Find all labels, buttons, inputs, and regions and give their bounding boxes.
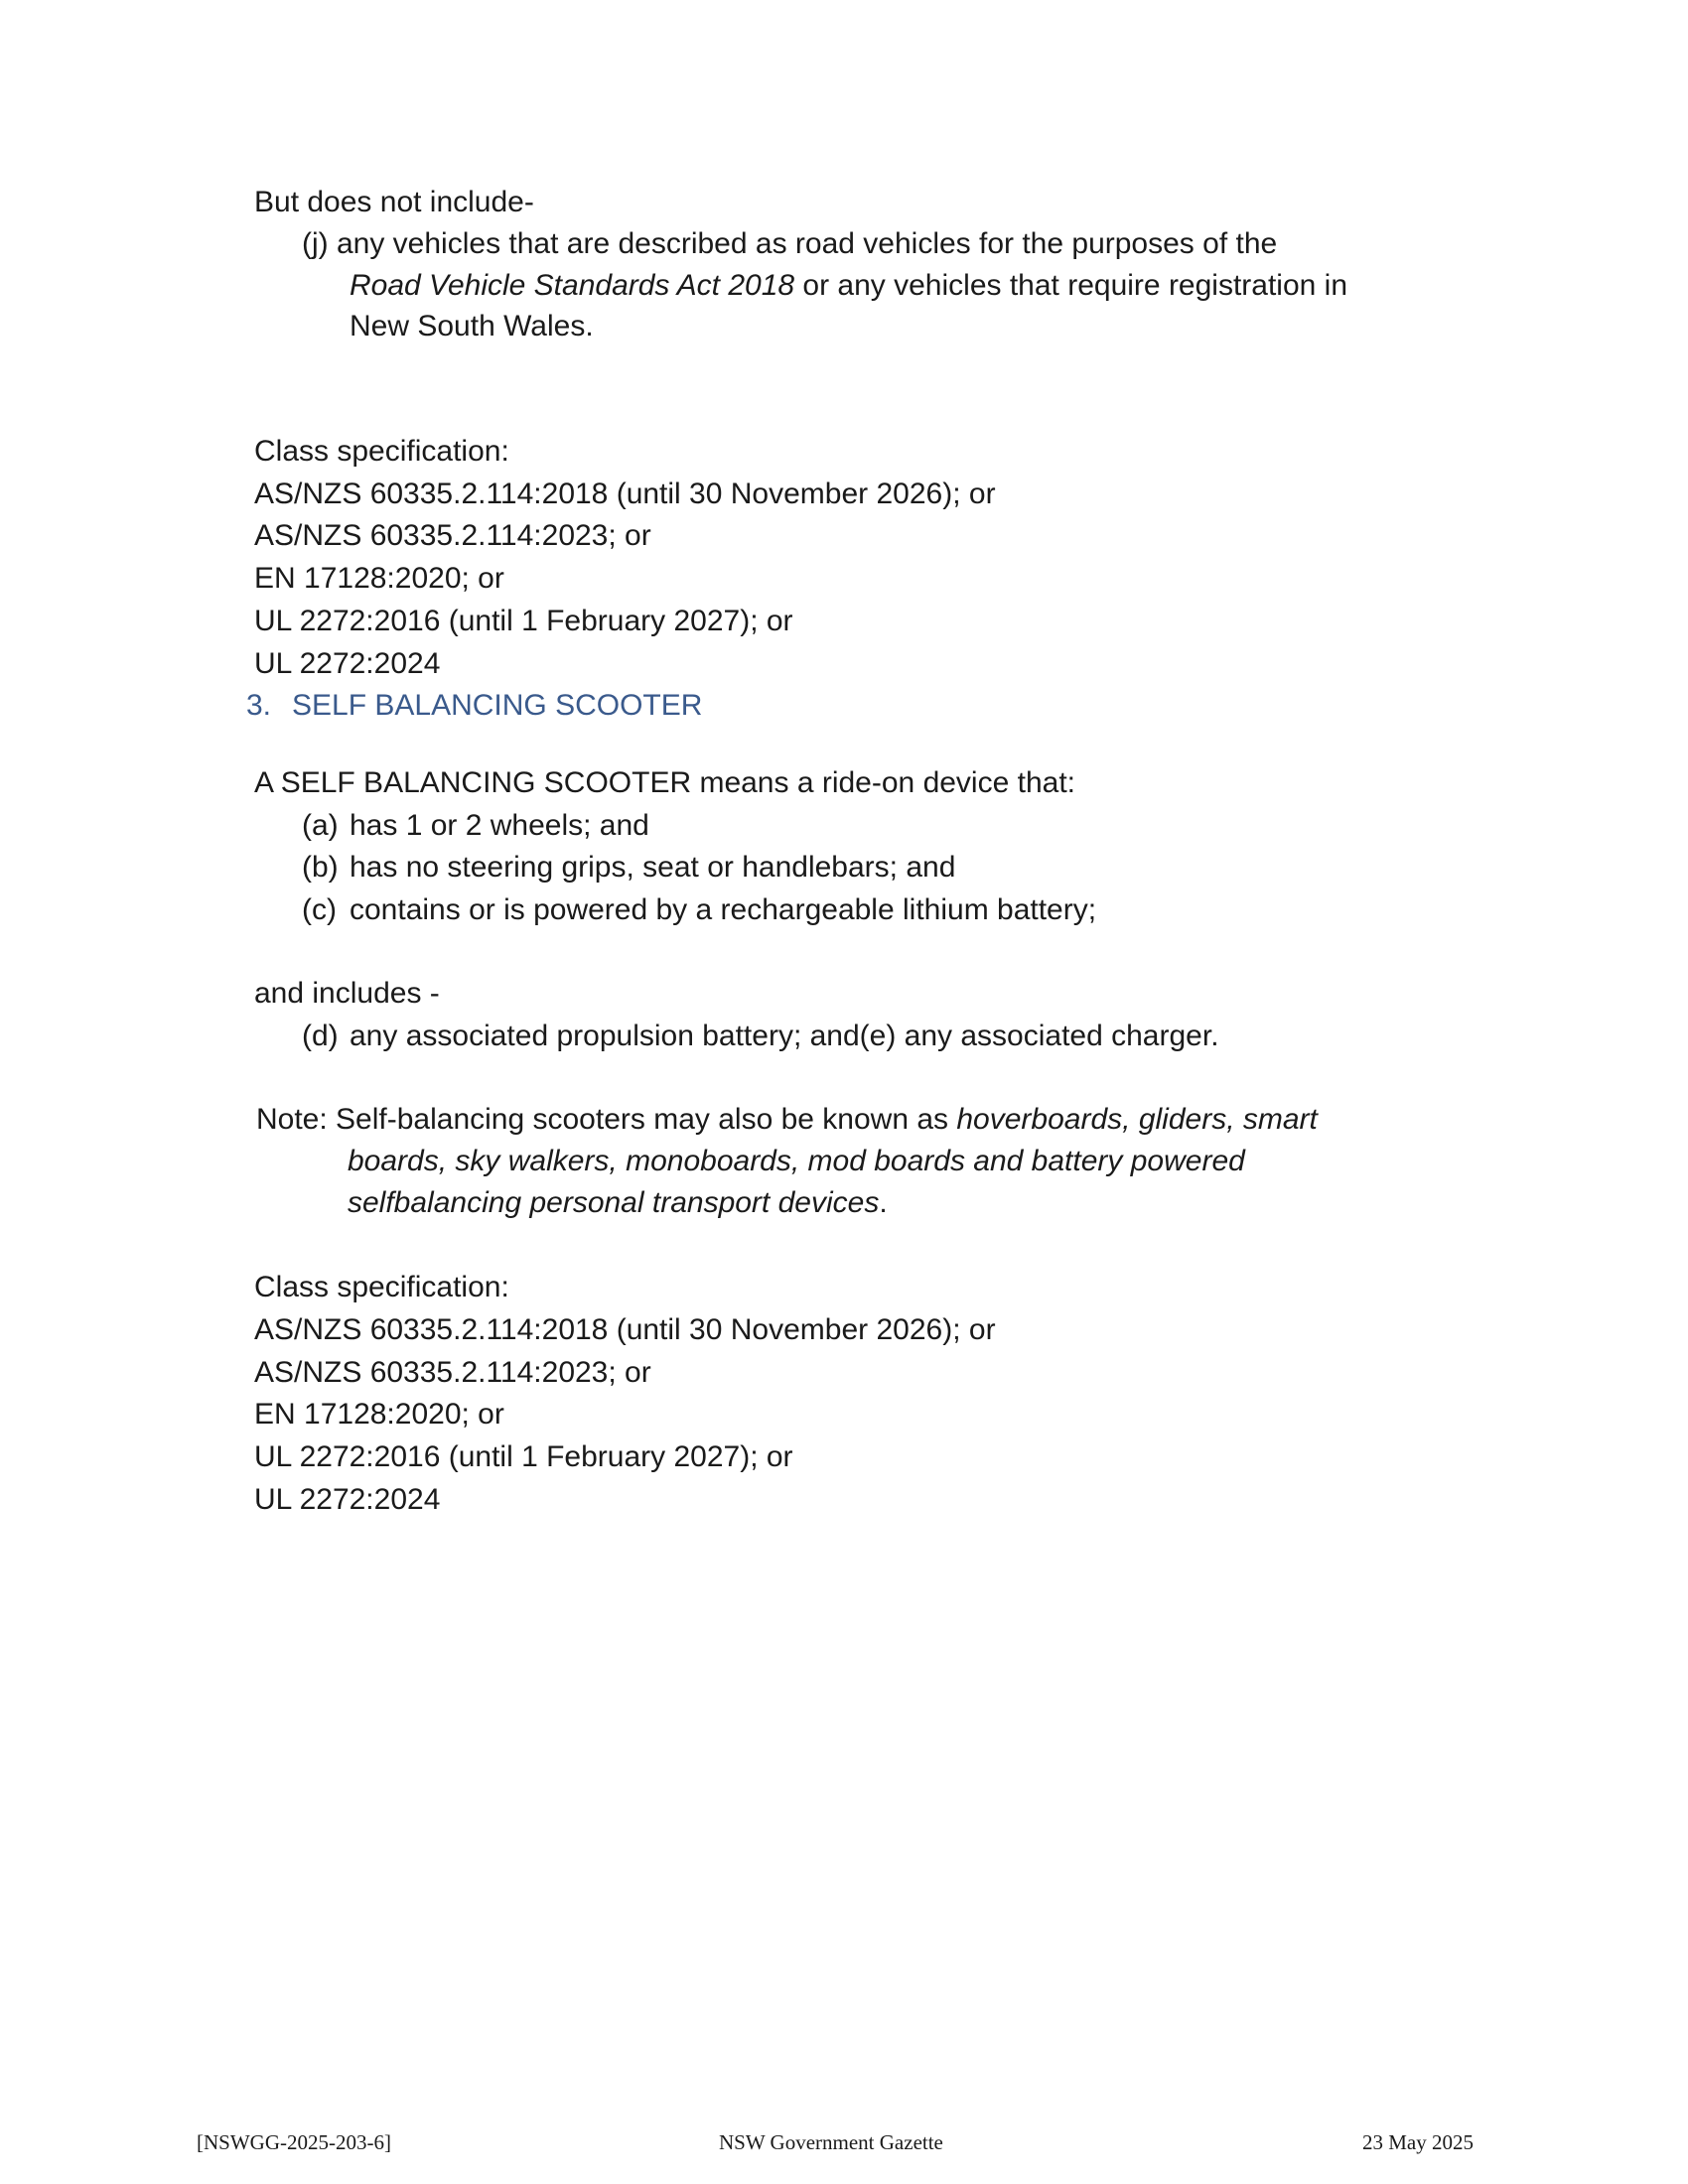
definition-intro: A SELF BALANCING SCOOTER means a ride-on device that: bbox=[254, 766, 1075, 799]
exclusion-item-j-line2 bbox=[350, 265, 1347, 307]
note-prefix: Note: Self-balancing scooters may also be known as bbox=[256, 1103, 957, 1136]
exclusion-item-j-line2-rest: or any vehicles that require registration in bbox=[794, 269, 1348, 302]
note-italic: selfbalancing personal transport devices bbox=[348, 1186, 880, 1219]
class-spec-2-line: UL 2272:2024 bbox=[254, 1483, 441, 1516]
act-title: Road Vehicle Standards Act 2018 bbox=[350, 269, 795, 302]
section-number: 3. bbox=[246, 689, 272, 722]
definition-item bbox=[302, 805, 649, 847]
section-heading bbox=[246, 685, 702, 727]
class-spec-2-line: AS/NZS 60335.2.114:2023; or bbox=[254, 1356, 651, 1389]
item-label: (b) bbox=[302, 851, 339, 884]
class-spec-2-line: AS/NZS 60335.2.114:2018 (until 30 November 2026); or bbox=[254, 1313, 996, 1346]
class-spec-1-line: UL 2272:2024 bbox=[254, 647, 441, 680]
class-spec-1-line: EN 17128:2020; or bbox=[254, 562, 504, 595]
includes-item bbox=[302, 1016, 1219, 1057]
class-spec-2-line: UL 2272:2016 (until 1 February 2027); or bbox=[254, 1440, 793, 1473]
note-line1 bbox=[256, 1099, 1318, 1141]
note-italic: hoverboards, gliders, smart bbox=[956, 1103, 1318, 1136]
class-spec-1-line: AS/NZS 60335.2.114:2018 (until 30 November 2026); or bbox=[254, 478, 996, 510]
class-spec-1-line: UL 2272:2016 (until 1 February 2027); or bbox=[254, 605, 793, 637]
footer-publication: NSW Government Gazette bbox=[719, 2130, 943, 2154]
class-spec-2-line: EN 17128:2020; or bbox=[254, 1398, 504, 1431]
definition-item bbox=[302, 847, 955, 888]
item-text: contains or is powered by a rechargeable lithium battery; bbox=[350, 893, 1097, 926]
item-label: (c) bbox=[302, 893, 337, 926]
item-label: (d) bbox=[302, 1020, 339, 1052]
exclusion-intro: But does not include- bbox=[254, 186, 534, 218]
section-title: SELF BALANCING SCOOTER bbox=[292, 689, 703, 722]
note-line3 bbox=[348, 1182, 888, 1224]
note-line2 bbox=[348, 1141, 1245, 1182]
exclusion-item-j-line3: New South Wales. bbox=[350, 310, 594, 342]
exclusion-item-j-line1: (j) any vehicles that are described as road vehicles for the purposes of the bbox=[302, 227, 1278, 260]
class-spec-1-line: AS/NZS 60335.2.114:2023; or bbox=[254, 519, 651, 552]
item-label: (a) bbox=[302, 809, 339, 842]
footer-date: 23 May 2025 bbox=[1362, 2130, 1474, 2154]
class-spec-1-title: Class specification: bbox=[254, 435, 509, 468]
includes-intro: and includes - bbox=[254, 977, 440, 1010]
footer-reference: [NSWGG-2025-203-6] bbox=[197, 2130, 391, 2154]
item-text: has 1 or 2 wheels; and bbox=[350, 809, 649, 842]
definition-item bbox=[302, 889, 1096, 931]
note-italic: boards, sky walkers, monoboards, mod boards and battery powered bbox=[348, 1145, 1245, 1177]
note-end: . bbox=[879, 1186, 888, 1219]
class-spec-2-title: Class specification: bbox=[254, 1271, 509, 1303]
item-text: any associated propulsion battery; and(e) any associated charger. bbox=[350, 1020, 1219, 1052]
item-text: has no steering grips, seat or handlebars; and bbox=[350, 851, 956, 884]
